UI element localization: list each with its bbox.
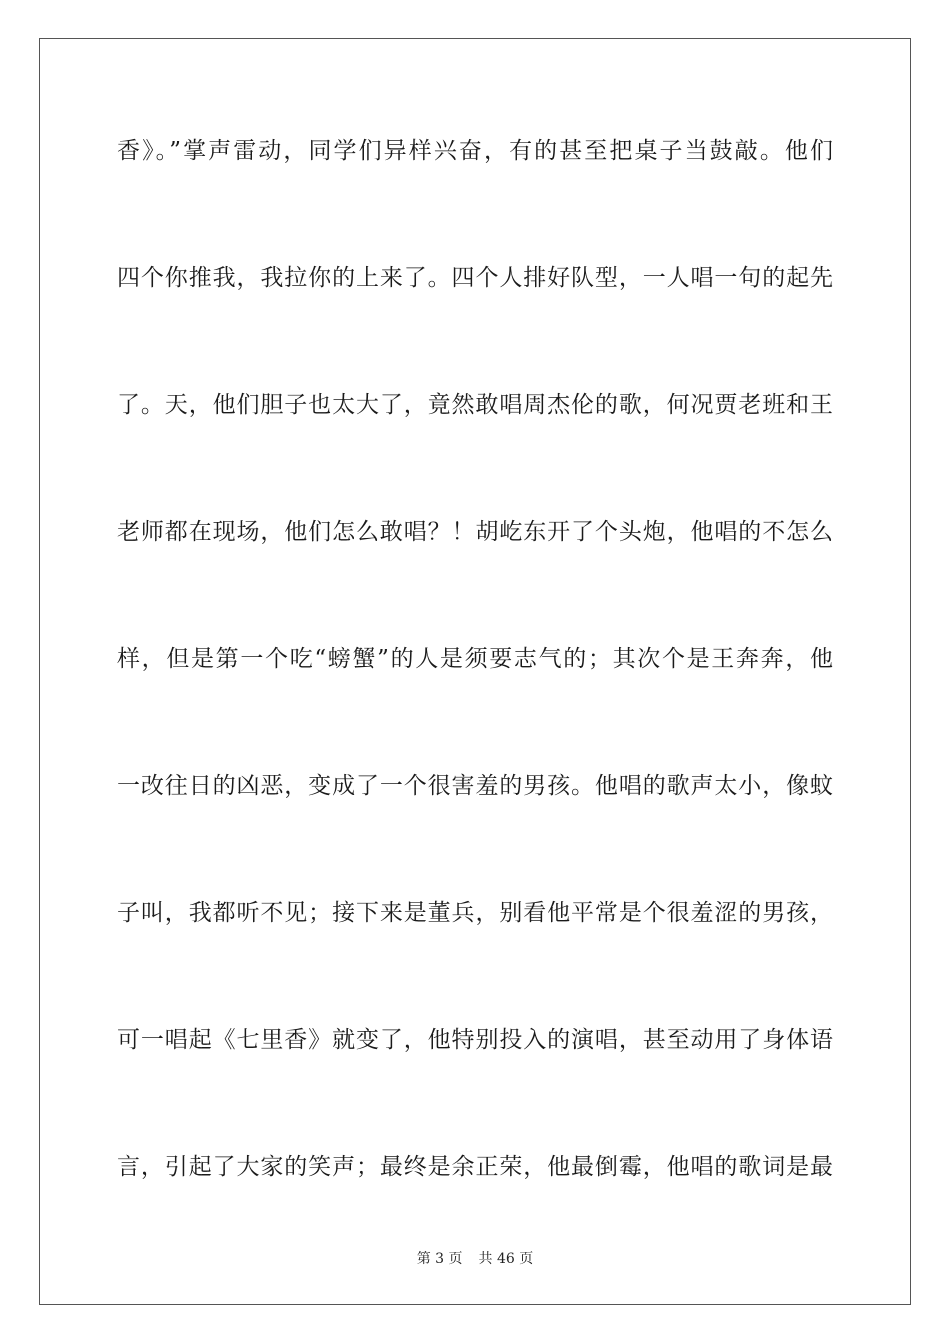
- text-line: 一改往日的凶恶，变成了一个很害羞的男孩。他唱的歌声太小，像蚊: [117, 773, 833, 799]
- text-line: 老师都在现场，他们怎么敢唱？！胡屹东开了个头炮，他唱的不怎么: [117, 519, 833, 545]
- text-line: 样，但是第一个吃“螃蟹”的人是须要志气的；其次个是王奔奔，他: [117, 646, 833, 672]
- text-line: 了。天，他们胆子也太大了，竟然敢唱周杰伦的歌，何况贾老班和王: [117, 392, 833, 418]
- page-footer: [0, 1248, 950, 1268]
- text-line: 可一唱起《七里香》就变了，他特别投入的演唱，甚至动用了身体语: [117, 1027, 833, 1053]
- document-body: [117, 120, 833, 1263]
- text-line: 四个你推我，我拉你的上来了。四个人排好队型，一人唱一句的起先: [117, 265, 833, 291]
- text-line: 子叫，我都听不见；接下来是董兵，别看他平常是个很羞涩的男孩，: [117, 900, 833, 926]
- text-line: 香》。”掌声雷动，同学们异样兴奋，有的甚至把桌子当鼓敲。他们: [117, 138, 833, 164]
- page-total: 共 46 页: [478, 1251, 534, 1267]
- text-line: 言，引起了大家的笑声；最终是余正荣，他最倒霉，他唱的歌词是最: [117, 1154, 833, 1180]
- page-number: 第 3 页: [416, 1251, 463, 1267]
